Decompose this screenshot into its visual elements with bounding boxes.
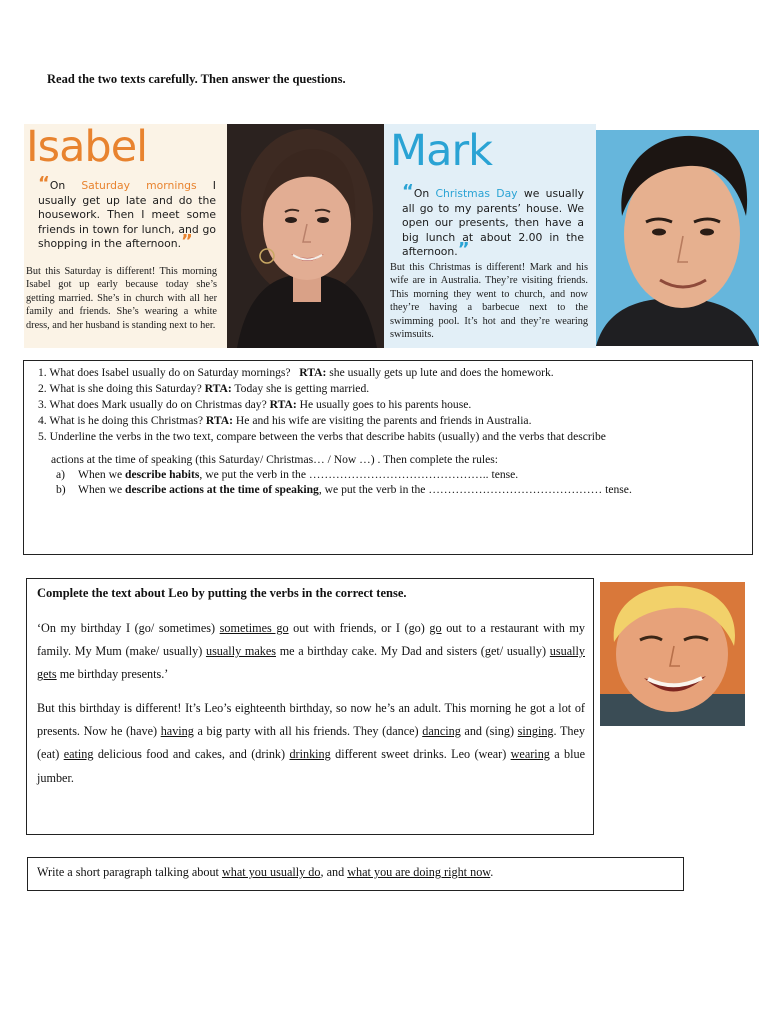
rule-emphasis: describe habits	[125, 468, 200, 481]
answer-text: Today she is getting married.	[234, 382, 370, 395]
task-text: , and	[320, 865, 348, 879]
rule-emphasis: describe actions at the time of speaking	[125, 483, 319, 496]
question-3	[38, 398, 471, 411]
question-text: What does Mark usually do on Christmas day?	[49, 398, 267, 411]
writing-task-box	[27, 857, 684, 891]
paragraph-text: a big party with all his friends. They (dance)	[193, 724, 423, 739]
answer-fill: eating	[63, 747, 94, 762]
close-quote-mark: ”	[181, 231, 193, 253]
answer-fill: wearing	[510, 747, 550, 762]
rules-intro: actions at the time of speaking (this Saturday/ Christmas… / Now …) . Then complete the rules:	[51, 453, 499, 466]
task-underlined: what you are doing right now	[347, 865, 491, 879]
leo-paragraph-1	[37, 617, 585, 687]
answer-fill: usually gets	[37, 644, 585, 682]
rule-b	[56, 483, 632, 496]
question-text: What does Isabel usually do on Saturday mornings?	[49, 366, 291, 379]
rule-a	[56, 468, 518, 481]
rule-label: b)	[56, 483, 66, 496]
leo-portrait-illustration	[600, 582, 745, 726]
isabel-portrait-illustration	[227, 124, 384, 348]
answer-text: He usually goes to his parents house.	[299, 398, 472, 411]
rta-label: RTA:	[269, 398, 297, 411]
open-quote-mark: “	[402, 181, 414, 202]
close-quote-mark: ”	[457, 239, 470, 261]
question-number: 3.	[38, 398, 47, 411]
rule-text: When we	[78, 468, 125, 481]
quote-highlight: Christmas Day	[435, 187, 518, 200]
isabel-photo	[227, 124, 384, 348]
quote-text: we usually all go to my parents’ house. We open our presents, then have a big lunch at about 2.00 in the afternoon.	[402, 187, 584, 259]
mark-text-panel	[384, 124, 596, 348]
paragraph-text: But this birthday is different! It’s Leo’s eighteenth birthday, so now he’s an adult. This morning he got a lot of presents. Now he (have)	[37, 701, 585, 739]
task-underlined: what you usually do	[221, 865, 321, 879]
answer-fill: drinking	[289, 747, 331, 762]
question-2	[38, 382, 369, 395]
instruction-heading: Read the two texts carefully. Then answer the questions.	[47, 72, 346, 86]
isabel-text-panel	[24, 124, 227, 348]
open-quote-mark: “	[38, 173, 50, 194]
question-1	[38, 366, 554, 379]
question-4	[38, 414, 531, 427]
writing-task-text	[37, 865, 493, 880]
mark-photo	[596, 130, 759, 346]
mark-name-heading: Mark	[390, 126, 493, 176]
paragraph-text: a blue jumber.	[37, 747, 585, 785]
question-number: 4.	[38, 414, 47, 427]
rta-label: RTA:	[204, 382, 232, 395]
quote-highlight: Saturday mornings	[81, 179, 197, 192]
isabel-story: But this Saturday is different! This morning Isabel got up early because today she’s getting married. She’s in church with all her family and friends. She’s wearing a white dress, and her husband is standing next to her.	[26, 266, 217, 331]
rta-label: RTA:	[299, 366, 327, 379]
answer-fill: having	[160, 724, 194, 739]
task-text: Write a short paragraph talking about	[37, 865, 222, 879]
leo-paragraph-2	[37, 697, 585, 790]
answer-text: He and his wife are visiting the parents and friends in Australia.	[235, 414, 532, 427]
answer-fill: go	[429, 621, 442, 635]
mark-portrait-illustration	[596, 130, 759, 346]
question-text: What is she doing this Saturday?	[49, 382, 202, 395]
answer-fill: dancing	[422, 724, 461, 739]
rule-text: When we	[78, 483, 125, 496]
quote-text: I usually get up late and do the housework. Then I meet some friends in town for lunch, and go shopping in the afternoon.	[38, 179, 216, 251]
isabel-quote	[38, 173, 216, 253]
paragraph-text: different sweet drinks. Leo (wear)	[330, 747, 511, 762]
question-5	[38, 430, 606, 443]
isabel-name-heading: Isabel	[26, 124, 148, 172]
quote-text: On	[413, 187, 436, 200]
question-text: What is he doing this Christmas?	[49, 414, 204, 427]
question-number: 2.	[38, 382, 47, 395]
question-text: Underline the verbs in the two text, compare between the verbs that describe habits (usually) and the verbs that describe	[49, 430, 606, 443]
mark-quote	[402, 181, 584, 261]
paragraph-text: and (sing)	[460, 724, 518, 739]
questions-box	[23, 360, 753, 555]
leo-exercise-title: Complete the text about Leo by putting the verbs in the correct tense.	[37, 586, 407, 600]
paragraph-text: me a birthday cake. My Dad and sisters (get/ usually)	[276, 644, 550, 659]
paragraph-text: me birthday presents.’	[56, 667, 169, 682]
paragraph-text: ‘On my birthday I (go/ sometimes)	[37, 621, 220, 635]
rule-text: , we put the verb in the ……………………………………… tense.	[318, 483, 632, 496]
answer-fill: singing	[517, 724, 554, 739]
paragraph-text: out to a restaurant with my family. My Mum (make/ usually)	[37, 621, 585, 659]
leo-photo	[600, 582, 745, 726]
leo-exercise-box	[26, 578, 594, 835]
answer-text: she usually gets up lute and does the homework.	[329, 366, 554, 379]
paragraph-text: out with friends, or I (go)	[288, 621, 430, 635]
answer-fill: usually makes	[205, 644, 276, 659]
rta-label: RTA:	[205, 414, 233, 427]
question-number: 1.	[38, 366, 47, 379]
task-text: .	[490, 865, 494, 879]
answer-fill: sometimes go	[219, 621, 289, 635]
question-number: 5.	[38, 430, 47, 443]
quote-text: On	[49, 179, 82, 192]
paragraph-text: delicious food and cakes, and (drink)	[93, 747, 290, 762]
paragraph-text: . They (eat)	[37, 724, 585, 762]
rule-text: , we put the verb in the ……………………………………….. tense.	[199, 468, 519, 481]
mark-story: But this Christmas is different! Mark and his wife are in Australia. They’re visiting friends. This morning they went to church, and now they’re having a barbecue next to the swimming pool. It’s hot and they’re wearing swimsuits.	[390, 262, 588, 341]
rule-label: a)	[56, 468, 66, 481]
